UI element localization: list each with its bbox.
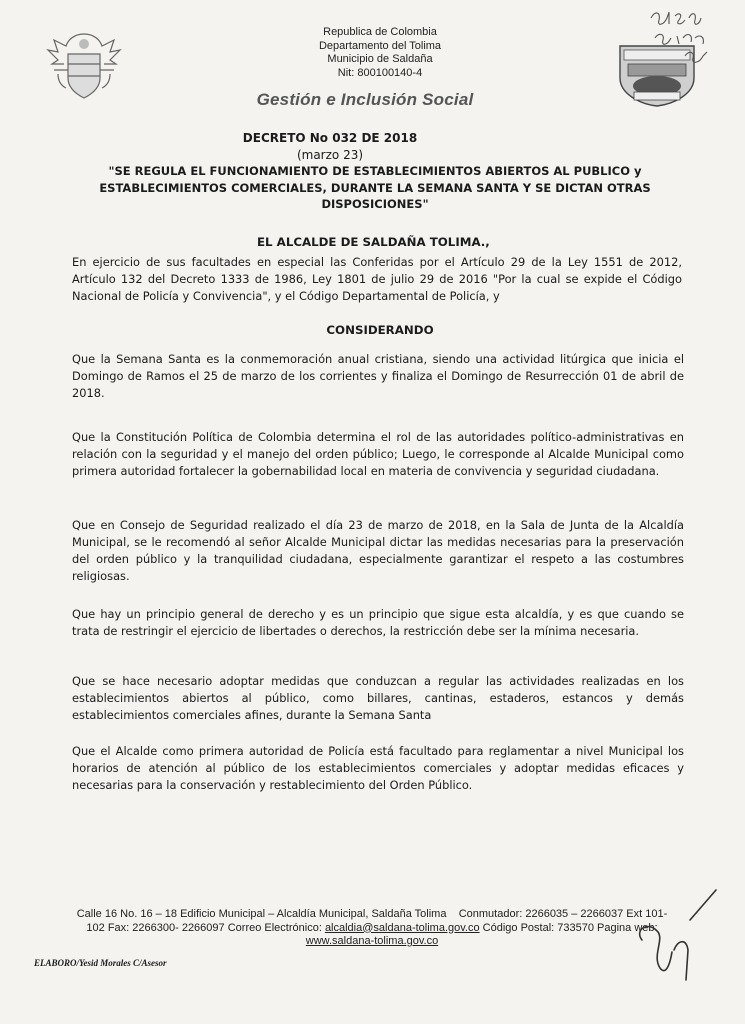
mayor-title: EL ALCALDE DE SALDAÑA TOLIMA., xyxy=(257,235,490,249)
considering-heading: CONSIDERANDO xyxy=(326,323,434,337)
paragraph-3: Que en Consejo de Seguridad realizado el día 23 de marzo de 2018, en la Sala de Junta de la Alcaldía Municipal, se le recomendó al señor Alcalde Municipal dictar las medidas necesarias para la preservación del orden público y la tranquilidad ciudadana, especialmente garantizar el respeto a las costumbres religiosas. xyxy=(72,518,684,583)
paragraph-2: Que la Constitución Política de Colombia determina el rol de las autoridades político-administrativas en relación con la seguridad y el manejo del orden público; Luego, le corresponde al Alcalde Municipal como primera autoridad fortalecer la gobernabilidad local en materia de convivencia y seguridad ciudadana. xyxy=(72,430,684,478)
footer-web-link[interactable]: www.saldana-tolima.gov.co xyxy=(305,935,439,947)
paragraph-6: Que el Alcalde como primera autoridad de Policía está facultado para reglamentar a nivel Municipal los horarios de atención al público de los establecimientos comerciales y adoptar medidas eficaces y necesarias para la conservación y restablecimiento del Orden Público. xyxy=(72,744,684,792)
signature-icon xyxy=(630,880,720,990)
paragraph-4: Que hay un principio general de derecho y es un principio que sigue esta alcaldía, y es que cuando se trata de restringir el ejercicio de libertades o derechos, la restricción debe ser la mínima necesaria. xyxy=(72,607,684,638)
footer-web-label: Pagina web: xyxy=(597,921,658,934)
header-block xyxy=(240,26,520,80)
paragraph-5: Que se hace necesario adoptar medidas que conduzcan a regular las actividades realizadas en los establecimientos abiertos al público, como billares, cantinas, estaderos, estancos y demás establecimientos comerciales afines, durante la Semana Santa xyxy=(72,674,684,722)
decree-date: (marzo 23) xyxy=(296,148,364,162)
country-name: Republica de Colombia xyxy=(323,26,437,38)
intro-paragraph: En ejercicio de sus facultades en especial las Conferidas por el Artículo 29 de la Ley 1551 de 2012, Artículo 132 del Decreto 1333 de 1986, Ley 1801 de julio 29 de 2016 "Por la cual se expide el Código Nacional de Policía y Convivencia", y el Código Departamental de Policía, y xyxy=(72,255,682,303)
office-name: Gestión e Inclusión Social xyxy=(256,90,474,109)
footer-switchboard: Conmutador: 2266035 – 2266037 Ext 101-102 Fax: 2266300- 2266097 xyxy=(86,908,668,934)
footer-email-link[interactable]: alcaldia@saldana-tolima.gov.co xyxy=(324,921,480,934)
footer-contact xyxy=(72,908,672,949)
municipality-name: Municipio de Saldaña xyxy=(327,53,433,65)
footer-email-label: Correo Electrónico: xyxy=(227,921,322,934)
handwritten-note-icon xyxy=(645,8,715,68)
footer-address: Calle 16 No. 16 – 18 Edificio Municipal – Alcaldía Municipal, Saldaña Tolima xyxy=(76,908,447,920)
decree-subject: "SE REGULA EL FUNCIONAMIENTO DE ESTABLECIMIENTOS ABIERTOS AL PUBLICO y ESTABLECIMIENTOS COMERCIALES, DURANTE LA SEMANA SANTA Y SE DICTAN OTRAS DISPOSICIONES" xyxy=(99,164,651,211)
department-name: Departamento del Tolima xyxy=(318,39,442,52)
nit-number: Nit: 800100140-4 xyxy=(337,66,423,79)
footer-postal: Código Postal: 733570 xyxy=(482,921,594,934)
paragraph-1: Que la Semana Santa es la conmemoración anual cristiana, siendo una actividad litúrgica que inicia el Domingo de Ramos el 25 de marzo de los corrientes y finaliza el Domingo de Resurrección 01 de abril de 2018. xyxy=(72,352,684,400)
colombia-coat-of-arms-icon xyxy=(44,30,124,102)
prepared-by: ELABORO/Yesid Morales C/Asesor xyxy=(34,958,167,968)
decree-number: DECRETO No 032 DE 2018 xyxy=(242,131,418,145)
